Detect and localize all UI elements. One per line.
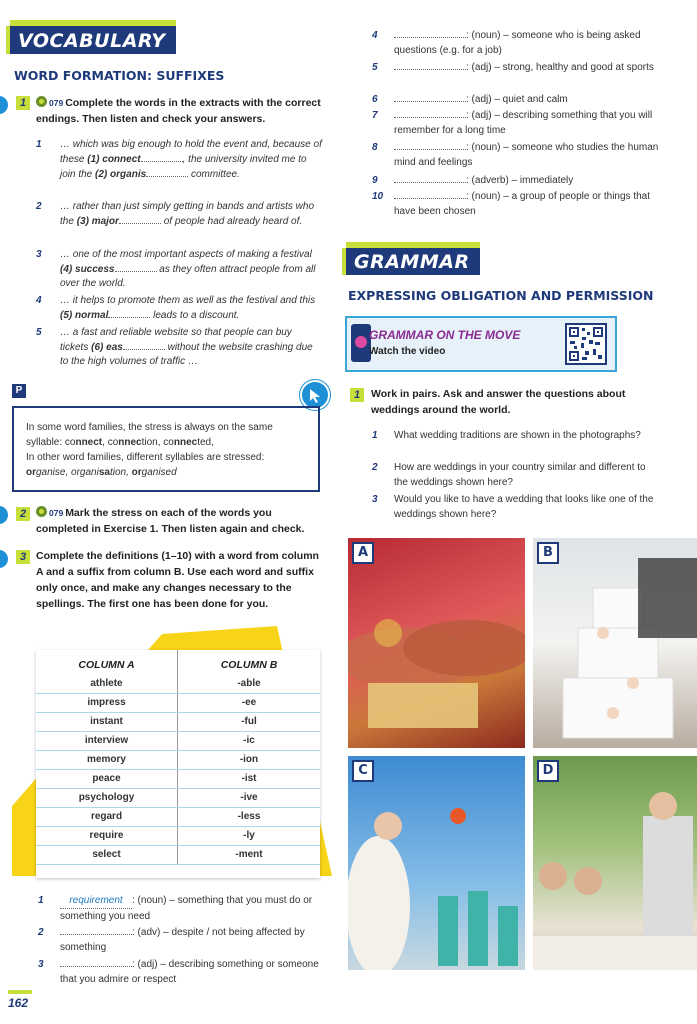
wedding-photo-bouquet-toss xyxy=(348,756,525,970)
item-number: 1 xyxy=(36,139,42,150)
item-number: 9 xyxy=(372,175,378,186)
question-item xyxy=(372,428,656,443)
column-a-cell: select xyxy=(36,845,178,864)
answer-filled[interactable]: requirement xyxy=(60,893,132,909)
column-b-cell: -able xyxy=(178,674,321,693)
question-text: Would you like to have a wedding that looks like one of the weddings shown here? xyxy=(394,494,654,520)
column-a-cell: instant xyxy=(36,712,178,731)
column-a-cell: require xyxy=(36,826,178,845)
item-number: 5 xyxy=(36,327,42,338)
exercise-marker-dot xyxy=(0,506,8,524)
instruction-text: Complete the words in the extracts with the correct endings. Then listen and check your answers. xyxy=(36,97,321,125)
item-number: 1 xyxy=(38,895,44,906)
page-number: 162 xyxy=(8,996,29,1010)
item-number: 7 xyxy=(372,110,378,121)
item-text: leads to a discount. xyxy=(153,310,240,321)
grammar-on-the-move-box[interactable] xyxy=(345,316,617,372)
audio-track-number: 079 xyxy=(49,98,64,108)
column-b-cell: -ist xyxy=(178,769,321,788)
pbox-text: tion, xyxy=(109,467,132,478)
gap-number: (4) xyxy=(60,264,73,275)
item-number: 3 xyxy=(36,249,42,260)
extract-item xyxy=(36,326,322,369)
definition-text: : (adv) – despite / not being affected by something xyxy=(60,927,305,953)
answer-blank[interactable] xyxy=(115,262,157,272)
pbox-text: , co xyxy=(102,437,119,448)
gap-number: (3) xyxy=(76,216,89,227)
vocabulary-banner: VOCABULARY xyxy=(6,26,176,54)
item-text: … rather than just simply getting in bands and artists who the xyxy=(60,201,315,227)
definition-item xyxy=(372,92,664,107)
answer-blank[interactable] xyxy=(141,152,183,162)
answer-blank[interactable] xyxy=(60,957,132,967)
column-a-cell: memory xyxy=(36,750,178,769)
grammar-exercise-1-instruction: Work in pairs. Ask and answer the questions about weddings around the world. xyxy=(371,388,626,416)
column-b-cell: -ic xyxy=(178,731,321,750)
grammar-banner: GRAMMAR xyxy=(342,248,480,275)
stressed-syllable: nnec xyxy=(118,437,142,448)
question-text: What wedding traditions are shown in the photographs? xyxy=(394,430,641,441)
exercise-3-instruction: Complete the definitions (1–10) with a word from column A and a suffix from column B. Use each word and suffix only once, and make any changes necessary to the spellings. The first one has been done for you. xyxy=(36,550,319,610)
item-number: 4 xyxy=(36,295,42,306)
wedding-photo-cake xyxy=(533,538,697,748)
word-formation-subtitle: WORD FORMATION: SUFFIXES xyxy=(14,68,225,83)
gap-word: connect xyxy=(102,154,141,165)
extract-item xyxy=(36,248,322,291)
definition-item xyxy=(372,108,664,138)
qr-code-icon[interactable] xyxy=(565,323,607,365)
table-row xyxy=(36,769,320,788)
stressed-syllable: or xyxy=(26,467,36,478)
gap-number: (6) xyxy=(91,342,104,353)
table-row xyxy=(36,788,320,807)
photo-label-c: C xyxy=(352,760,374,782)
item-number: 4 xyxy=(372,30,378,41)
answer-blank[interactable] xyxy=(60,925,132,935)
wedding-photo-henna-hands xyxy=(348,538,525,748)
definition-item xyxy=(372,28,664,58)
pbox-text: In some word families, the stress is always on the same syllable: xyxy=(26,422,273,448)
item-text: … one of the most important aspects of making a festival xyxy=(60,249,312,260)
wedding-speech-illustration xyxy=(533,756,697,970)
audio-icon[interactable] xyxy=(36,506,47,517)
stressed-syllable: sa xyxy=(98,467,110,478)
column-a-cell: athlete xyxy=(36,674,178,693)
item-number: 2 xyxy=(36,201,42,212)
pbox-text: tion, co xyxy=(141,437,174,448)
item-text: … a fast and reliable website so that people can buy tickets xyxy=(60,327,292,353)
item-number: 2 xyxy=(372,462,378,473)
extract-item xyxy=(36,200,322,229)
gap-number: (2) xyxy=(95,169,108,180)
extract-item xyxy=(36,294,322,323)
answer-blank[interactable] xyxy=(394,173,466,183)
phone-video-icon xyxy=(351,324,371,362)
item-number: 8 xyxy=(372,142,378,153)
item-number: 3 xyxy=(38,959,44,970)
column-b-cell: -ly xyxy=(178,826,321,845)
definition-text: : (adverb) – immediately xyxy=(466,175,574,186)
answer-blank[interactable] xyxy=(119,214,161,224)
column-b-cell: -ment xyxy=(178,845,321,864)
column-a-cell: regard xyxy=(36,807,178,826)
pbox-text: ganised xyxy=(141,467,177,478)
table-row xyxy=(36,674,320,693)
definition-item xyxy=(38,925,322,955)
table-row xyxy=(36,750,320,769)
answer-blank[interactable] xyxy=(108,308,150,318)
photo-label-d: D xyxy=(537,760,559,782)
stressed-syllable: or xyxy=(131,467,142,478)
exercise-3-number: 3 xyxy=(16,550,30,564)
table-row xyxy=(36,807,320,826)
item-text: … it helps to promote them as well as the festival and this xyxy=(60,295,316,306)
item-text: without the website crashing due to the high volumes of traffic … xyxy=(60,342,313,367)
question-text: How are weddings in your country similar and different to the weddings shown here? xyxy=(394,462,646,488)
question-item xyxy=(372,460,656,490)
stressed-syllable: nnect xyxy=(75,437,103,448)
extract-item xyxy=(36,138,322,182)
photo-label-a: A xyxy=(352,542,374,564)
definition-item xyxy=(372,173,664,188)
watch-video-link[interactable]: Watch the video xyxy=(369,346,446,357)
exercise-1-instruction xyxy=(36,95,326,127)
column-b-cell: -ive xyxy=(178,788,321,807)
column-b-cell: -ful xyxy=(178,712,321,731)
gap-number: (5) xyxy=(60,310,73,321)
item-text: committee. xyxy=(190,169,240,180)
audio-track-number: 079 xyxy=(49,508,64,518)
item-number: 1 xyxy=(372,430,378,441)
column-b-cell: -less xyxy=(178,807,321,826)
definition-item xyxy=(372,60,664,75)
column-a-cell: peace xyxy=(36,769,178,788)
answer-blank[interactable] xyxy=(394,140,466,150)
wedding-photo-speech xyxy=(533,756,697,970)
definition-text: : (adj) – describing something or someone that you admire or respect xyxy=(60,959,319,985)
answer-blank[interactable] xyxy=(394,92,466,102)
definition-item xyxy=(372,189,664,219)
exercise-2-instruction xyxy=(36,505,326,537)
gap-number: (1) xyxy=(87,154,100,165)
definition-text: : (noun) – something that you must do or something you need xyxy=(60,895,313,922)
table-row xyxy=(36,826,320,845)
stressed-syllable: nnec xyxy=(173,437,198,448)
item-text: , the university invited me to join the xyxy=(60,154,307,180)
answer-blank[interactable] xyxy=(394,189,466,199)
item-number: 2 xyxy=(38,927,44,938)
wedding-cake-illustration xyxy=(533,538,697,748)
photo-label-b: B xyxy=(537,542,559,564)
definition-text: : (adj) – quiet and calm xyxy=(466,94,568,105)
answer-blank[interactable] xyxy=(394,60,466,70)
definition-item xyxy=(372,140,664,170)
audio-icon[interactable] xyxy=(36,96,47,107)
table-row xyxy=(36,712,320,731)
exercise-marker-dot xyxy=(0,96,8,114)
gap-word: normal xyxy=(75,310,109,321)
definition-text: : (noun) – a group of people or things that have been chosen xyxy=(394,191,651,217)
definition-text: : (noun) – someone who studies the human mind and feelings xyxy=(394,142,659,168)
item-text: … which was big enough to hold the event and, because of these xyxy=(60,139,322,165)
exercise-1-number: 1 xyxy=(16,96,30,110)
gap-word: organis xyxy=(110,169,147,180)
bouquet-toss-illustration xyxy=(348,756,525,970)
gap-word: success xyxy=(75,264,115,275)
pronunciation-tag: P xyxy=(12,384,26,398)
henna-hands-illustration xyxy=(348,538,525,748)
answer-blank[interactable] xyxy=(123,340,165,350)
definition-item xyxy=(38,957,322,987)
item-number: 3 xyxy=(372,494,378,505)
column-b-header: COLUMN B xyxy=(220,659,278,671)
definition-text: : (adj) – describing something that you will remember for a long time xyxy=(394,110,653,136)
answer-blank[interactable] xyxy=(394,28,466,38)
column-a-cell: interview xyxy=(36,731,178,750)
definition-text: : (adj) – strong, healthy and good at sports xyxy=(466,62,654,73)
answer-blank[interactable] xyxy=(394,108,466,118)
definition-item xyxy=(38,893,322,924)
pbox-text: ganise, organi xyxy=(36,467,99,478)
question-item xyxy=(372,492,656,522)
definition-text: : (noun) – someone who is being asked questions (e.g. for a job) xyxy=(394,30,641,56)
gap-word: major xyxy=(91,216,119,227)
column-b-cell: -ee xyxy=(178,693,321,712)
column-a-cell: impress xyxy=(36,693,178,712)
pbox-text: In other word families, different syllables are stressed: xyxy=(26,452,265,463)
pbox-text: co xyxy=(64,437,76,448)
pbox-text: ted, xyxy=(197,437,214,448)
grammar-on-the-move-title: GRAMMAR ON THE MOVE xyxy=(369,328,521,342)
exercise-marker-dot xyxy=(0,550,8,568)
table-row xyxy=(36,693,320,712)
instruction-text: Mark the stress on each of the words you completed in Exercise 1. Then listen again and check. xyxy=(36,507,305,535)
exercise-2-number: 2 xyxy=(16,507,30,521)
item-number: 10 xyxy=(372,191,384,202)
answer-blank[interactable] xyxy=(146,167,188,177)
table-row xyxy=(36,731,320,750)
grammar-subtitle: EXPRESSING OBLIGATION AND PERMISSION xyxy=(348,288,654,303)
column-table xyxy=(36,650,320,878)
gap-word: eas xyxy=(106,342,123,353)
item-text: as they often attract people from all over the world. xyxy=(60,264,316,289)
table-row xyxy=(36,845,320,864)
pronunciation-box xyxy=(12,406,320,492)
column-a-cell: psychology xyxy=(36,788,178,807)
item-number: 5 xyxy=(372,62,378,73)
item-number: 6 xyxy=(372,94,378,105)
item-text: of people had already heard of. xyxy=(163,216,303,227)
column-a-header: COLUMN A xyxy=(36,650,178,674)
column-b-cell: -ion xyxy=(178,750,321,769)
grammar-exercise-1-number: 1 xyxy=(350,388,364,402)
